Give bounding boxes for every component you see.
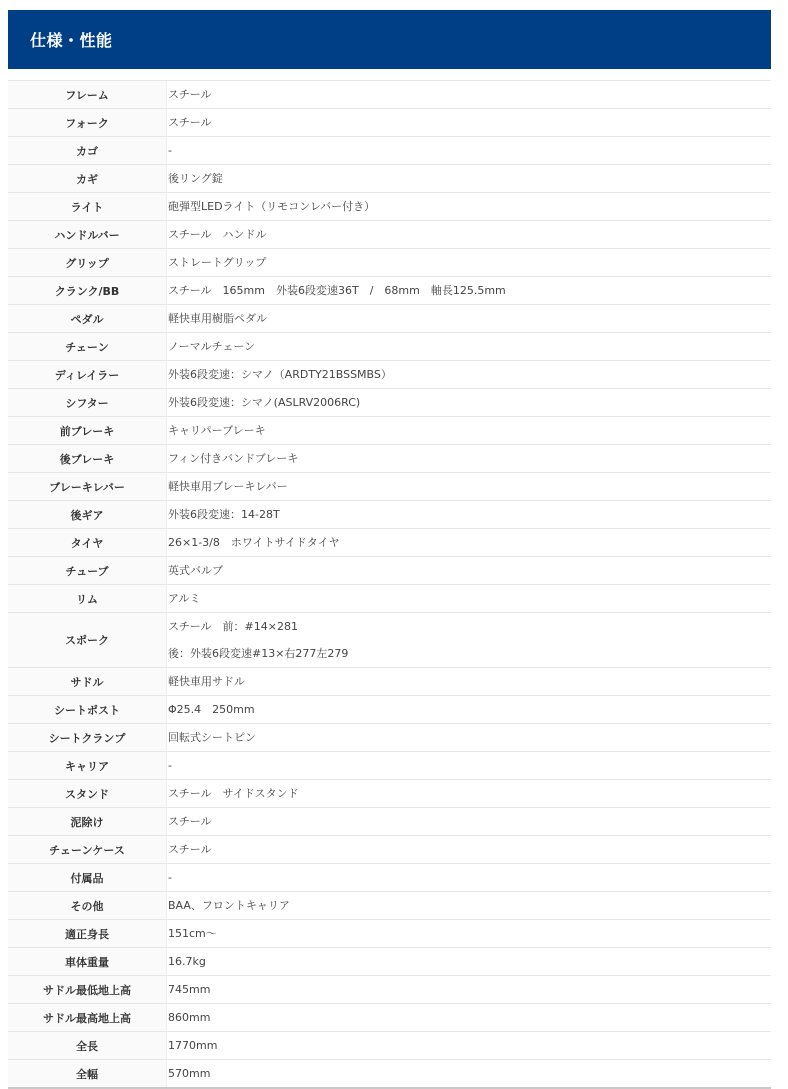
spec-value-cell bbox=[167, 668, 772, 696]
spec-value-cell bbox=[167, 696, 772, 724]
spec-value: 16.7kg bbox=[168, 955, 206, 968]
spec-value-cell bbox=[167, 417, 772, 445]
spec-label: ハンドルバー bbox=[8, 221, 167, 249]
spec-label: その他 bbox=[8, 892, 167, 920]
spec-value-cell bbox=[167, 305, 772, 333]
table-row bbox=[8, 249, 771, 277]
spec-label: 全長 bbox=[8, 1032, 167, 1060]
table-row bbox=[8, 668, 771, 696]
spec-value: 570mm bbox=[168, 1067, 211, 1080]
spec-label: サドル bbox=[8, 668, 167, 696]
table-row bbox=[8, 585, 771, 613]
spec-value-cell bbox=[167, 109, 772, 137]
table-row bbox=[8, 277, 771, 305]
spec-label: フレーム bbox=[8, 81, 167, 109]
table-row bbox=[8, 445, 771, 473]
spec-value-cell bbox=[167, 333, 772, 361]
table-row bbox=[8, 1004, 771, 1032]
spec-value-cell bbox=[167, 1004, 772, 1032]
table-row bbox=[8, 333, 771, 361]
table-row bbox=[8, 948, 771, 976]
table-row bbox=[8, 361, 771, 389]
spec-value-cell bbox=[167, 613, 772, 668]
table-row bbox=[8, 752, 771, 780]
table-row bbox=[8, 1060, 771, 1089]
spec-value: - bbox=[168, 759, 172, 772]
spec-label: 付属品 bbox=[8, 864, 167, 892]
spec-value-cell bbox=[167, 473, 772, 501]
spec-value: 860mm bbox=[168, 1011, 211, 1024]
spec-value-cell bbox=[167, 445, 772, 473]
spec-label: 前ブレーキ bbox=[8, 417, 167, 445]
spec-value: スチール 前：#14×281 bbox=[168, 620, 298, 633]
spec-value: 外装6段変速：シマノ（ARDTY21BSSMBS） bbox=[168, 368, 392, 381]
table-row bbox=[8, 473, 771, 501]
spec-label: 車体重量 bbox=[8, 948, 167, 976]
spec-value: Φ25.4 250mm bbox=[168, 703, 255, 716]
spec-value: ノーマルチェーン bbox=[168, 340, 256, 353]
spec-value-cell bbox=[167, 976, 772, 1004]
spec-table-body bbox=[8, 81, 771, 1089]
spec-label: カギ bbox=[8, 165, 167, 193]
spec-label: グリップ bbox=[8, 249, 167, 277]
spec-value: 外装6段変速：14-28T bbox=[168, 508, 280, 521]
spec-label: リム bbox=[8, 585, 167, 613]
spec-value: キャリパーブレーキ bbox=[168, 424, 266, 437]
spec-label: ブレーキレバー bbox=[8, 473, 167, 501]
spec-value: 26×1-3/8 ホワイトサイドタイヤ bbox=[168, 536, 340, 549]
spec-label: キャリア bbox=[8, 752, 167, 780]
table-row bbox=[8, 305, 771, 333]
spec-label: 後ギア bbox=[8, 501, 167, 529]
spec-value-cell bbox=[167, 780, 772, 808]
spec-value: スチール bbox=[168, 815, 212, 828]
spec-value-cell bbox=[167, 864, 772, 892]
table-row bbox=[8, 836, 771, 864]
spec-value-cell bbox=[167, 920, 772, 948]
spec-label: クランク/BB bbox=[8, 277, 167, 305]
spec-label: シフター bbox=[8, 389, 167, 417]
spec-value: 軽快車用樹脂ペダル bbox=[168, 312, 267, 325]
spec-value: 軽快車用サドル bbox=[168, 675, 245, 688]
spec-value: スチール bbox=[168, 116, 212, 129]
spec-label: シートポスト bbox=[8, 696, 167, 724]
spec-label: ライト bbox=[8, 193, 167, 221]
table-row bbox=[8, 221, 771, 249]
spec-value-cell bbox=[167, 193, 772, 221]
spec-value-cell bbox=[167, 808, 772, 836]
spec-value-cell bbox=[167, 501, 772, 529]
spec-label: フォーク bbox=[8, 109, 167, 137]
spec-value-cell bbox=[167, 1032, 772, 1060]
spec-label: チェーン bbox=[8, 333, 167, 361]
spec-label: サドル最低地上高 bbox=[8, 976, 167, 1004]
spec-value: 英式バルブ bbox=[168, 564, 223, 577]
spec-label: カゴ bbox=[8, 137, 167, 165]
spec-value: スチール bbox=[168, 843, 212, 856]
spec-value-cell bbox=[167, 277, 772, 305]
spec-value-cell bbox=[167, 585, 772, 613]
spec-value: 151cm～ bbox=[168, 927, 217, 940]
spec-label: 適正身長 bbox=[8, 920, 167, 948]
spec-value: 後リング錠 bbox=[168, 172, 223, 185]
table-row bbox=[8, 81, 771, 109]
spec-value-cell bbox=[167, 249, 772, 277]
spec-label: 後ブレーキ bbox=[8, 445, 167, 473]
spec-label: サドル最高地上高 bbox=[8, 1004, 167, 1032]
spec-value: フィン付きバンドブレーキ bbox=[168, 452, 299, 465]
table-row bbox=[8, 724, 771, 752]
table-row bbox=[8, 864, 771, 892]
table-row bbox=[8, 529, 771, 557]
spec-value-cell bbox=[167, 948, 772, 976]
spec-label: 全幅 bbox=[8, 1060, 167, 1089]
spec-value-cell bbox=[167, 389, 772, 417]
table-row bbox=[8, 696, 771, 724]
spec-value: スチール サイドスタンド bbox=[168, 787, 299, 800]
spec-label: スポーク bbox=[8, 613, 167, 668]
spec-label: チューブ bbox=[8, 557, 167, 585]
section-header bbox=[8, 10, 771, 69]
table-row bbox=[8, 920, 771, 948]
table-row bbox=[8, 780, 771, 808]
spec-label: ディレイラー bbox=[8, 361, 167, 389]
spec-value-cell bbox=[167, 221, 772, 249]
spec-value: - bbox=[168, 144, 172, 157]
spec-value-cell bbox=[167, 836, 772, 864]
spec-value: スチール 165mm 外装6段変速36T / 68mm 軸長125.5mm bbox=[168, 284, 506, 297]
table-row bbox=[8, 137, 771, 165]
spec-value-cell bbox=[167, 724, 772, 752]
spec-label: 泥除け bbox=[8, 808, 167, 836]
spec-value-cell bbox=[167, 165, 772, 193]
spec-value-cell bbox=[167, 1060, 772, 1089]
spec-value-secondary: 後：外装6段変速#13×右277左279 bbox=[168, 647, 349, 660]
spec-value: 砲弾型LEDライト（リモコンレバー付き） bbox=[168, 200, 376, 213]
table-row bbox=[8, 557, 771, 585]
spec-value: 1770mm bbox=[168, 1039, 218, 1052]
spec-value-cell bbox=[167, 81, 772, 109]
spec-value: ストレートグリップ bbox=[168, 256, 267, 269]
table-row bbox=[8, 976, 771, 1004]
spec-value: 回転式シートピン bbox=[168, 731, 256, 744]
spec-value: - bbox=[168, 871, 172, 884]
spec-value: スチール bbox=[168, 88, 212, 101]
spec-value-cell bbox=[167, 361, 772, 389]
spec-value-cell bbox=[167, 892, 772, 920]
spec-value: BAA、フロントキャリア bbox=[168, 899, 290, 912]
table-row bbox=[8, 417, 771, 445]
table-row bbox=[8, 109, 771, 137]
table-row bbox=[8, 1032, 771, 1060]
spec-label: スタンド bbox=[8, 780, 167, 808]
spec-value: 外装6段変速：シマノ(ASLRV2006RC) bbox=[168, 396, 361, 409]
spec-label: チェーンケース bbox=[8, 836, 167, 864]
table-row bbox=[8, 892, 771, 920]
spec-label: シートクランプ bbox=[8, 724, 167, 752]
spec-value: アルミ bbox=[168, 592, 201, 605]
spec-value-cell bbox=[167, 529, 772, 557]
spec-value-cell bbox=[167, 752, 772, 780]
table-row bbox=[8, 193, 771, 221]
spec-value: 745mm bbox=[168, 983, 211, 996]
spec-value: スチール ハンドル bbox=[168, 228, 267, 241]
spec-label: タイヤ bbox=[8, 529, 167, 557]
spec-value-cell bbox=[167, 557, 772, 585]
spec-label: ペダル bbox=[8, 305, 167, 333]
spec-value-cell bbox=[167, 137, 772, 165]
section-title: 仕様・性能 bbox=[30, 31, 113, 50]
table-row bbox=[8, 165, 771, 193]
table-row bbox=[8, 613, 771, 668]
table-row bbox=[8, 501, 771, 529]
table-row bbox=[8, 389, 771, 417]
table-row bbox=[8, 808, 771, 836]
spec-table bbox=[8, 80, 771, 1089]
spec-value: 軽快車用ブレーキレバー bbox=[168, 480, 288, 493]
